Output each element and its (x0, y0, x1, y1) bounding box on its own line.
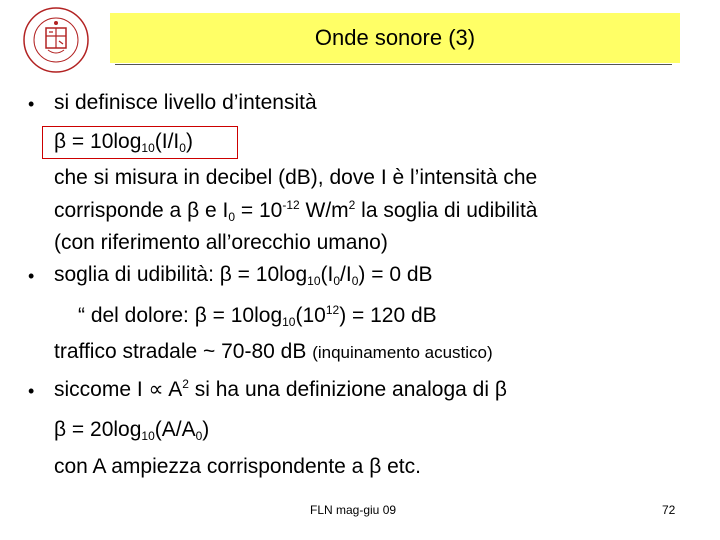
line-threshold-hearing: soglia di udibilità: $\beta = 10\log_{10}(I_0/I_0) = 0$ dB (54, 263, 433, 288)
formula-beta: $\beta = 10\log_{10}(I/I_0)$ (54, 130, 193, 155)
bullet-2: • (28, 266, 35, 286)
footer-course: FLN mag-giu 09 (310, 503, 397, 517)
line-amplitude-relation: siccome $I \propto A^2$ si ha una definizione analoga di β (54, 377, 507, 401)
line-threshold-value: corrisponde a β e $I_0 = 10^{-12}$ $W/m^2$ la soglia di udibilità (54, 198, 538, 224)
bullet-1: • (28, 94, 35, 114)
line-traffic: traffico stradale ~ 70-80 dB (inquinamento acustico) (54, 340, 493, 363)
line-amplitude-definition: con A ampiezza corrispondente a β etc. (54, 455, 421, 478)
bullet-3: • (28, 381, 35, 401)
line-pain-threshold: “ del dolore: $\beta = 10\log_{10}(10^{12}) = 120$ dB (78, 303, 437, 329)
page-title: Onde sonore (3) (314, 25, 476, 50)
line-reference: (con riferimento all’orecchio umano) (54, 231, 388, 254)
page-number: 72 (662, 503, 676, 517)
formula-beta-amplitude: $\beta = 20\log_{10}(A/A_0)$ (54, 418, 210, 443)
line-definition: si definisce livello d’intensità (54, 91, 317, 114)
line-decibel: che si misura in decibel (dB), dove I è l’intensità che (54, 166, 538, 189)
